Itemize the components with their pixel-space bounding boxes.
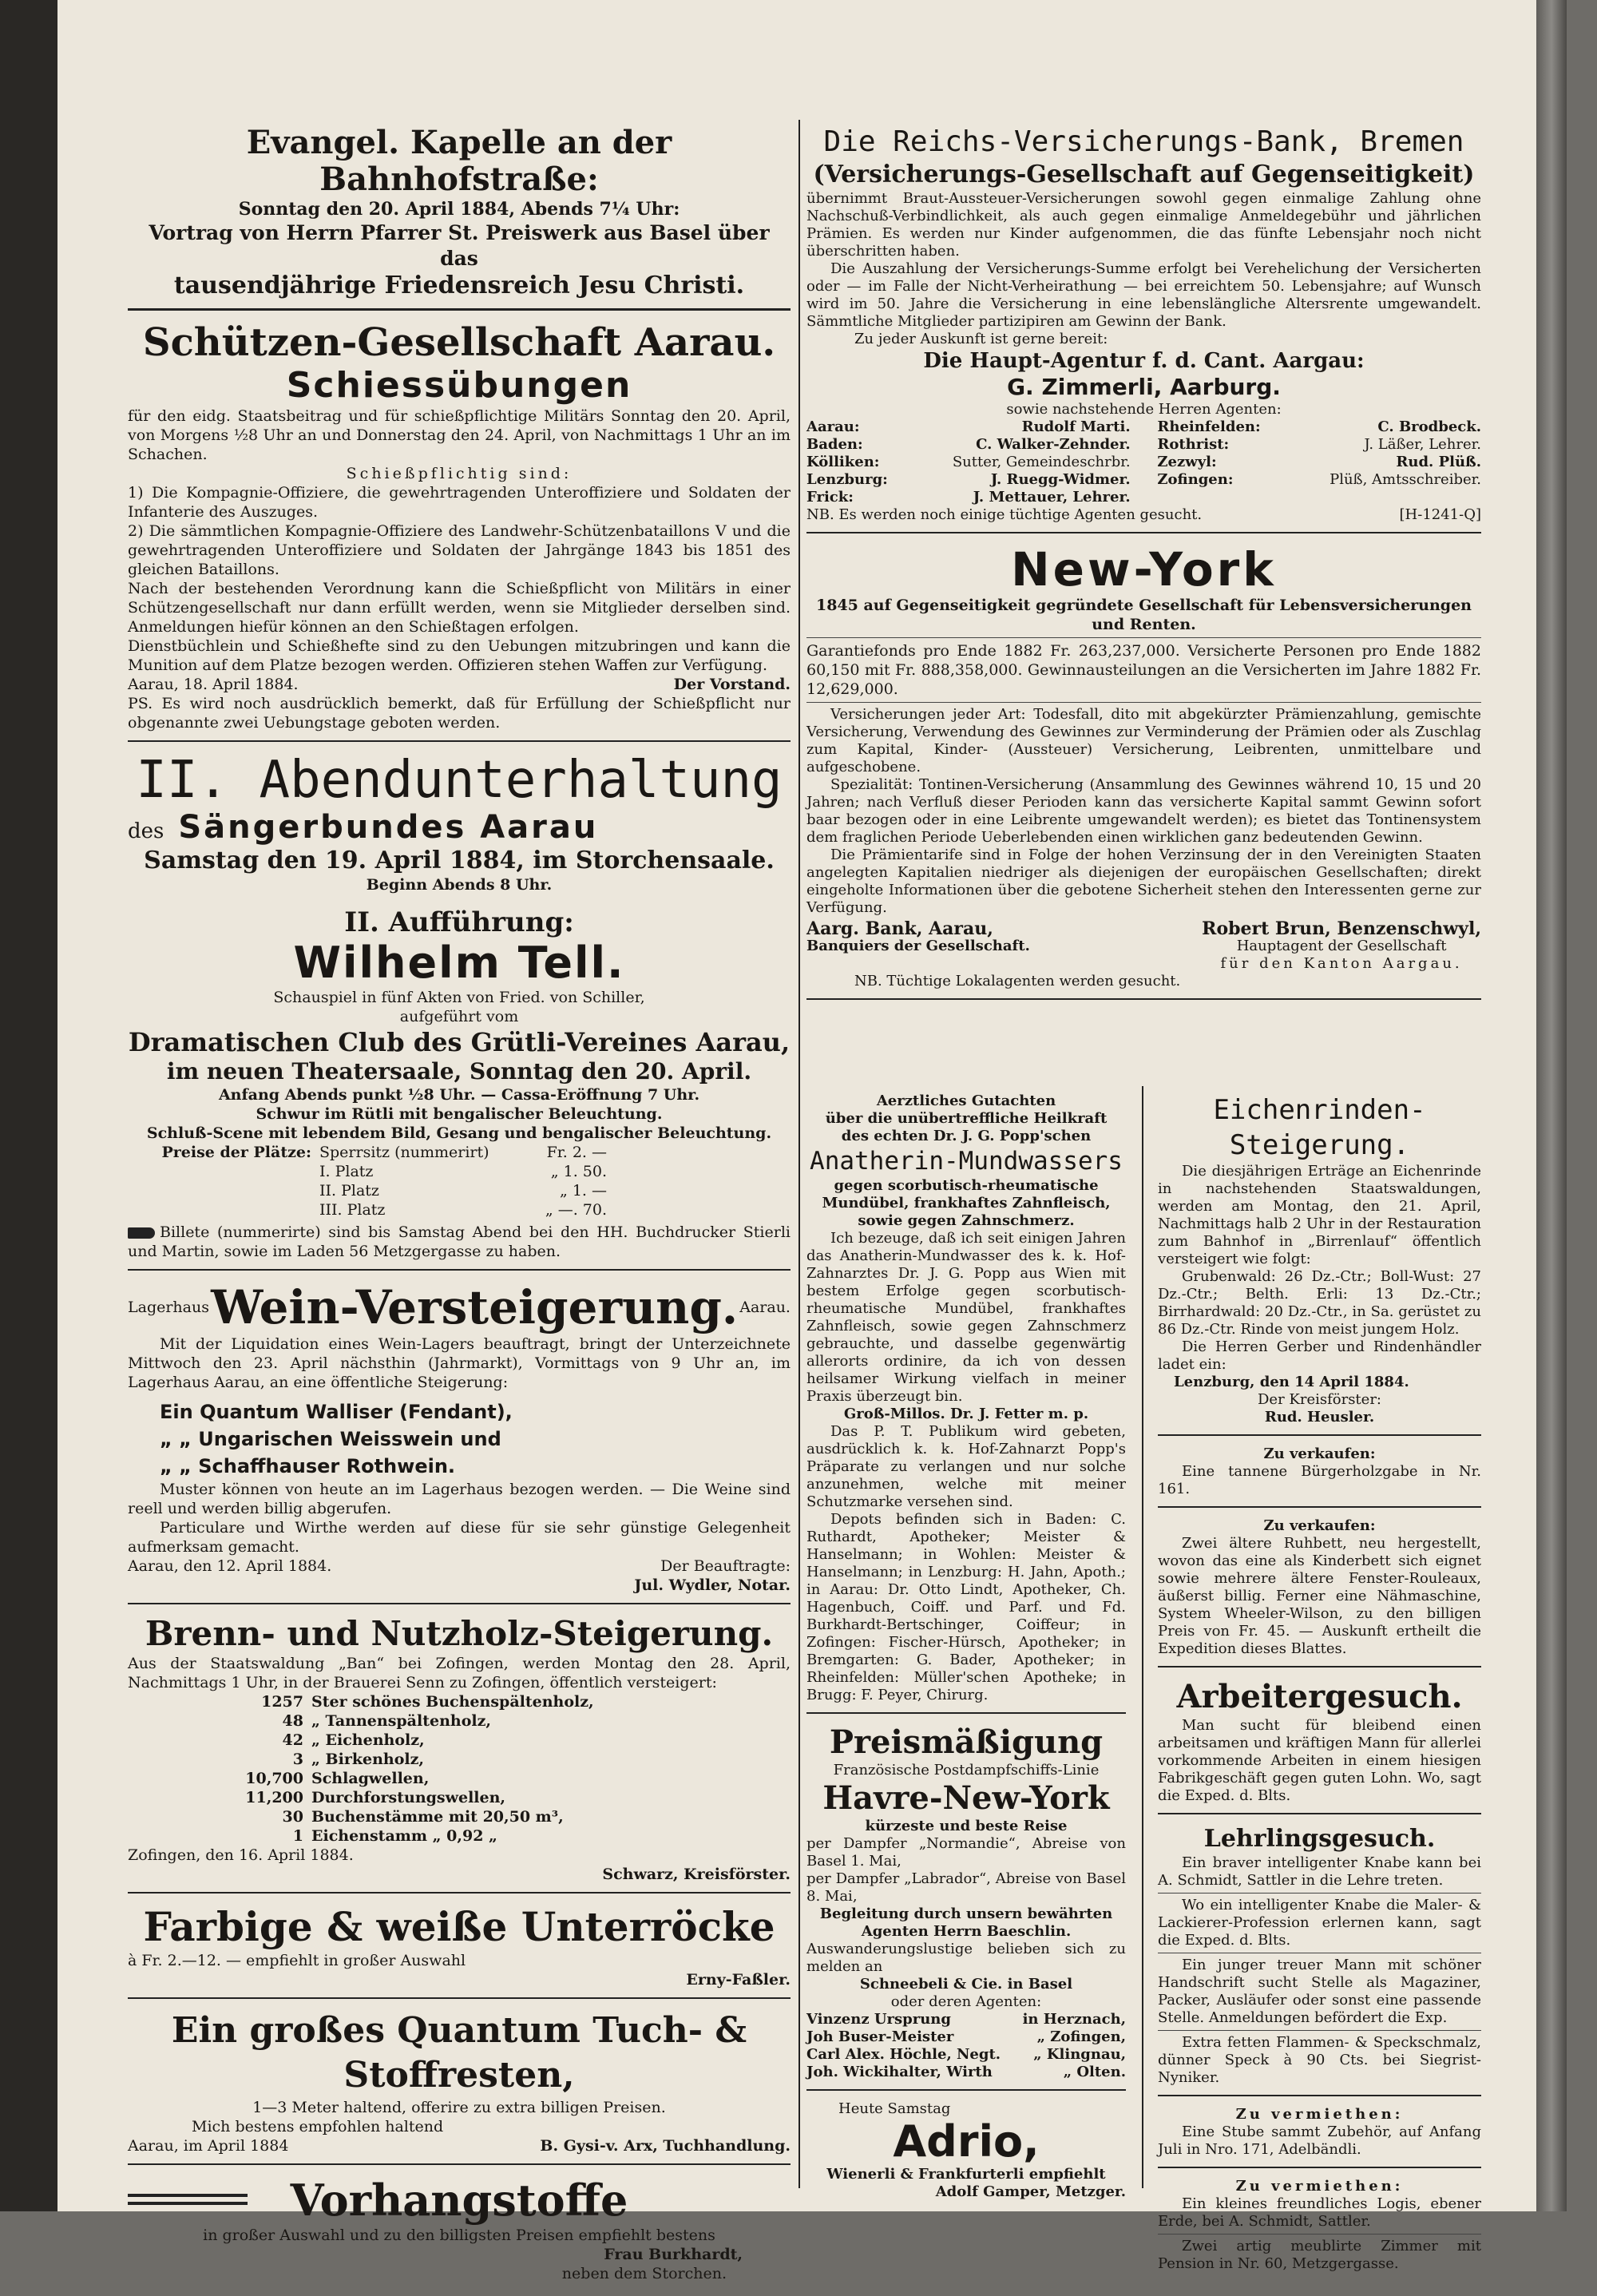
- eichen-text: Die diesjährigen Erträge an Eichenrinde in nachstehenden Staatswaldungen, werden am Montag, den 21. April, Nachmittags halb 2 Uhr in der Restauration zum Bahnhof in „Birrenlauf“ öffentlich versteigert wie folgt:: [1158, 1163, 1481, 1267]
- preis-r4: Begleitung durch unsern bewährten Agenten Herrn Baeschlin.: [819, 1905, 1113, 1940]
- anatherin-g2: über die unübertreffliche Heilkraft: [825, 1110, 1108, 1127]
- brenn-desc: Ster schönes Buchenspältenholz,: [311, 1693, 594, 1711]
- brenn-qty: 1: [292, 1827, 303, 1845]
- schuetzen-subtitle: Schiessübungen: [286, 365, 632, 406]
- agent-place: Zofingen:: [1157, 471, 1234, 488]
- brenn-desc: „ Eichenholz,: [311, 1731, 425, 1749]
- newyork-text1: Garantiefonds pro Ende 1882 Fr. 263,237,000. Versicherte Personen pro Ende 1882 60,150 mit Fr. 888,358,000. Gewinnausteilungen an die Versicherten im Jahre 1882 Fr. 12,629,000.: [806, 642, 1481, 698]
- eichen-title: Eichenrinden-Steigerung.: [1213, 1094, 1426, 1161]
- preis-agent-place: „ Olten.: [1063, 2064, 1126, 2080]
- preis-agent-place: in Herznach,: [1022, 2011, 1126, 2028]
- preis-route: Havre-New-York: [822, 1779, 1110, 1817]
- eichen-text3: Die Herren Gerber und Rindenhändler ladet ein:: [1158, 1338, 1481, 1373]
- ad-adrio: [806, 2096, 1126, 2209]
- reichs-sowie: sowie nachstehende Herren Agenten:: [1006, 401, 1282, 418]
- brenn-title: Brenn- und Nutzholz-Steigerung.: [145, 1614, 774, 1653]
- brenn-qty: 1257: [261, 1693, 303, 1711]
- brenn-desc: Eichenstamm „ 0,92 „: [311, 1827, 497, 1845]
- reichs-subtitle: (Versicherungs-Gesellschaft auf Gegenseitigkeit): [813, 161, 1475, 188]
- newyork-text3: Spezialität: Tontinen-Versicherung (Ansammlung des Gewinnes während 10, 15 und 20 Jahren; nach Verfluß dieser Perioden kann das versicherte Kapital sammt Gewinn sofort baar bezogen oder in eine Leibrente umgewandelt werden); es bietet das Tontinensystem dem fraglichen Periode Ueberlebenden einen wirklichen ganz bedeutenden Gewinn.: [806, 776, 1481, 846]
- tell-billete: Billete (nummerirte) sind bis Samstag Abend bei den HH. Buchdrucker Stierli und Martin, sowie im Laden 56 Metzgergasse zu haben.: [128, 1223, 791, 1260]
- vorhang-sub: neben dem Storchen.: [561, 2265, 727, 2282]
- agent-place: Rothrist:: [1157, 436, 1230, 453]
- anatherin-sign: Groß-Millos. Dr. J. Fetter m. p.: [843, 1406, 1089, 1422]
- agent-name: Rudolf Marti.: [1021, 418, 1131, 435]
- schuetzen-text2: Dienstbüchlein und Schießhefte sind zu den Uebungen mitzubringen und kann die Munition auf dem Platze bezogen werden. Offizieren stehen Waffen zur Verfügung.: [128, 637, 791, 674]
- wein-sign: Jul. Wydler, Notar.: [634, 1576, 791, 1594]
- newyork-bank2c: für den Kanton Aargau.: [1220, 955, 1463, 972]
- arbeiter-text: Man sucht für bleibend einen arbeitsamen und kräftigen Mann für allerlei vorkommende Arbeiten in einem hiesigen Fabrikgeschäft gegen guten Lohn. Wo, sagt die Exped. d. Blts.: [1158, 1717, 1481, 1804]
- reichs-agentur: Die Haupt-Agentur f. d. Cant. Aargau:: [923, 349, 1365, 373]
- column-divider-right: [1142, 1086, 1143, 2188]
- brenn-desc: Buchenstämme mit 20,50 m³,: [311, 1808, 564, 1826]
- left-column: [128, 120, 791, 2296]
- farbig-title: Farbige & weiße Unterröcke: [143, 1903, 775, 1950]
- eichen-date: Lenzburg, den 14 April 1884.: [1174, 1374, 1409, 1390]
- brenn-desc: Durchforstungswellen,: [311, 1789, 506, 1806]
- agent-place: Baden:: [806, 436, 863, 453]
- price-place: I. Platz: [319, 1163, 374, 1180]
- verm2-text2: Zwei artig meublirte Zimmer mit Pension in Nr. 60, Metzgergasse.: [1158, 2238, 1481, 2272]
- schuetzen-title: Schützen-Gesellschaft Aarau.: [142, 320, 776, 365]
- anatherin-depots: Depots befinden sich in Baden: C. Ruthardt, Apotheker; Meister & Hanselmann; in Wohlen: Meister & Hanselmann; in Lenzburg: H. Jahn, Apoth.; in Aarau: Dr. Otto Lindt, Apotheker, Ch. Hagenbuch, Coiff. und Parf. und Fd. Burkhardt-Bertschinger, Coiffeur; in Zofingen: Fischer-Hürsch, Apotheker; in Bremgarten: G. Bader, Apotheker; in Rheinfelden: Müller'schen Apotheke; in Brugg: F. Peyer, Chirurg.: [806, 1511, 1126, 1703]
- ad-arbeitergesuch: [1158, 1672, 1481, 1814]
- kapelle-date: Sonntag den 20. April 1884, Abends 7¼ Uhr:: [238, 199, 680, 220]
- adrio-sign: Adolf Gamper, Metzger.: [935, 2183, 1126, 2200]
- preis-title: Preismäßigung: [829, 1723, 1104, 1761]
- schuetzen-pflicht: Schießpflichtig sind:: [346, 465, 573, 482]
- anatherin-g3: des echten Dr. J. G. Popp'schen: [841, 1128, 1092, 1144]
- ad-verkaufen-2: [1158, 1513, 1481, 1667]
- agent-name: Sutter, Gemeindeschrbr.: [952, 454, 1131, 470]
- arbeiter-title: Arbeitergesuch.: [1176, 1678, 1463, 1715]
- newyork-title: New-York: [1011, 542, 1277, 597]
- agent-name: J. Mettauer, Lehrer.: [973, 489, 1131, 506]
- pointing-hand-icon: [128, 1227, 155, 1239]
- ad-vermiethen-1: [1158, 2101, 1481, 2168]
- agent-place: Zezwyl:: [1157, 454, 1217, 470]
- tell-club: Dramatischen Club des Grütli-Vereines Aarau,: [128, 1027, 791, 1057]
- abend-title: II. Abendunterhaltung: [136, 751, 783, 810]
- verm2-text: Ein kleines freundliches Logis, ebener Erde, bei A. Schmidt, Sattler.: [1158, 2195, 1481, 2230]
- wein-item: Ein Quantum Walliser (Fendant),: [160, 1401, 513, 1423]
- ad-verkaufen-1: [1158, 1441, 1481, 1508]
- brenn-date: Zofingen, den 16. April 1884.: [128, 1846, 354, 1864]
- brenn-text: Aus der Staatswaldung „Ban“ bei Zofingen, werden Montag den 28. April, Nachmittags 1 Uhr, in der Brauerei Senn zu Zofingen, öffentlich versteigert:: [128, 1655, 791, 1691]
- price-value: „ 1. —: [559, 1182, 607, 1200]
- preis-r5: Auswanderungslustige belieben sich zu melden an: [806, 1941, 1126, 1975]
- reichs-text3: Zu jeder Auskunft ist gerne bereit:: [854, 331, 1108, 347]
- preis-oder: oder deren Agenten:: [890, 1993, 1042, 2010]
- wein-text: Mit der Liquidation eines Wein-Lagers beauftragt, bringt der Unterzeichnete Mittwoch den 23. April nächsthin (Jahrmarkt), Vormittags von 9 Uhr an, im Lagerhaus Aarau, an eine öffentliche Steigerung:: [128, 1335, 791, 1391]
- newyork-text2: Versicherungen jeder Art: Todesfall, dito mit abgekürzter Prämienzahlung, gemischte Versicherung, Verwendung des Gewinnes zur Verminderung der Prämien oder als Zuschlag zum Kapital, Kinder- (Aussteuer) Versicherung, Leibrenten, unmittelbare und aufgeschobene.: [806, 706, 1481, 775]
- ad-vorhang: [128, 2170, 791, 2291]
- anatherin-sub: gegen scorbutisch-rheumatische Mundübel, frankhaftes Zahnfleisch, sowie gegen Zahnschmerz.: [822, 1177, 1111, 1229]
- price-place: III. Platz: [319, 1201, 386, 1219]
- brenn-qty: 48: [282, 1712, 303, 1730]
- preis-firm: Schneebeli & Cie. in Basel: [859, 1976, 1073, 1993]
- agent-name: C. Brodbeck.: [1377, 418, 1481, 435]
- ad-eichenrinden: [1158, 1088, 1481, 1436]
- eichen-kreis: Der Kreisförster:: [1257, 1391, 1381, 1408]
- reichs-nb: NB. Es werden noch einige tüchtige Agenten gesucht.: [806, 506, 1203, 523]
- ad-reichs-versicherung: [806, 120, 1481, 533]
- agent-name: C. Walker-Zehnder.: [976, 436, 1131, 453]
- wein-beauf: Der Beauftragte:: [660, 1557, 791, 1575]
- divider: [1158, 1893, 1481, 1894]
- reichs-name: G. Zimmerli, Aarburg.: [1007, 374, 1281, 400]
- ad-kapelle: [128, 120, 791, 311]
- price-place: Sperrsitz (nummerirt): [319, 1144, 489, 1161]
- anatherin-text: Ich bezeuge, daß ich seit einigen Jahren das Anatherin-Mundwasser des k. k. Hof-Zahnarztes Dr. J. G. Popp aus Wien mit bestem Erfolge gegen scorbutisch-rheumatische Mundübel, frankhaftes Zahnfleisch, sowie gegen Zahnschmerz gebrauchte, und dasselbe gegenwärtig allerorts ordinire, da ich von dessen heilsamer Wirkung vielfach in meiner Praxis überzeugt bin.: [806, 1230, 1126, 1405]
- anatherin-title: Anatherin-Mundwassers: [810, 1147, 1123, 1176]
- verk2-text: Zwei ältere Ruhbett, neu hergestellt, wovon das eine als Kinderbett sich eignet sowie mehrere ältere Fenster-Rouleaux, äußerst billig. Ferner eine Nähmaschine, System Wheeler-Wilson, zu den billigen Preis von Fr. 45. — Auskunft ertheilt die Expedition dieses Blattes.: [1158, 1535, 1481, 1657]
- tuch-title: Ein großes Quantum Tuch- & Stoffresten,: [171, 2010, 747, 2096]
- abend-verein: Sängerbundes Aarau: [178, 809, 599, 846]
- verk1-title: Zu verkaufen:: [1263, 1445, 1376, 1462]
- vorhang-sign: Frau Burkhardt,: [604, 2246, 743, 2263]
- brenn-qty: 30: [282, 1808, 303, 1826]
- brenn-qty: 42: [282, 1731, 303, 1749]
- lehrling-text3: Ein junger treuer Mann mit schöner Handschrift sucht Stelle als Magaziner, Packer, Ausläufer oder sonst eine passende Stelle. Anmeldungen befördert die Exp.: [1158, 1957, 1481, 2026]
- preis-agent-name: Joh. Wickihalter, Wirth: [806, 2064, 993, 2080]
- agent-place: Aarau:: [806, 418, 860, 435]
- tell-title: Wilhelm Tell.: [293, 938, 625, 988]
- tell-schluss: Schluß-Scene mit lebendem Bild, Gesang und bengalischer Beleuchtung.: [146, 1124, 772, 1142]
- lehrling-text2: Wo ein intelligenter Knabe die Maler- & Lackierer-Profession erlernen kann, sagt die Exped. d. Blts.: [1158, 1897, 1481, 1949]
- preis-r3: per Dampfer „Labrador“, Abreise von Basel 8. Mai,: [806, 1870, 1126, 1905]
- schuetzen-p1: 1) Die Kompagnie-Offiziere, die gewehrtragenden Unteroffiziere und Soldaten der Infanterie des Auszuges.: [128, 484, 791, 521]
- tell-aufg: aufgeführt vom: [399, 1008, 519, 1025]
- vorhang-title: Vorhangstoffe: [290, 2175, 628, 2226]
- price-value: Fr. 2. —: [546, 1144, 607, 1161]
- wein-date: Aarau, den 12. April 1884.: [128, 1557, 332, 1575]
- brenn-qty: 11,200: [245, 1789, 303, 1806]
- scan-left-border: [0, 0, 57, 2211]
- divider: [806, 702, 1481, 703]
- ad-vermiethen-2: [1158, 2173, 1481, 2281]
- divider: [806, 637, 1481, 638]
- newyork-bank2b: Hauptagent der Gesellschaft: [1236, 938, 1447, 954]
- schuetzen-ps: PS. Es wird noch ausdrücklich bemerkt, daß für Erfüllung der Schießpflicht nur obgenannte zwei Uebungstage geboten werden.: [128, 695, 791, 732]
- schuetzen-text1: Nach der bestehenden Verordnung kann die Schießpflicht von Militärs in einer Schützengesellschaft nur dann erfüllt werden, wenn sie Mitglieder derselben sind. Anmeldungen hiefür können an den Schießtagen erfolgen.: [128, 580, 791, 636]
- tell-schwur: Schwur im Rütli mit bengalischer Beleuchtung.: [256, 1105, 663, 1123]
- newyork-bank1: Aarg. Bank, Aarau,: [806, 918, 993, 939]
- preis-agent-place: „ Zofingen,: [1036, 2028, 1126, 2045]
- verk1-text: Eine tannene Bürgerholzgabe in Nr. 161.: [1158, 1463, 1481, 1497]
- verm1-text: Eine Stube sammt Zubehör, auf Anfang Juli in Nro. 171, Adelbändli.: [1158, 2124, 1481, 2158]
- tuch-date: Aarau, im April 1884: [128, 2137, 289, 2155]
- vorhang-line: in großer Auswahl und zu den billigsten Preisen empfiehlt bestens: [203, 2227, 715, 2244]
- right-column: [806, 120, 1481, 1005]
- anatherin-g1: Aerztliches Gutachten: [876, 1092, 1056, 1109]
- anatherin-text2: Das P. T. Publikum wird gebeten, ausdrücklich k. k. Hof-Zahnarzt Popp's Präparate zu verlangen und nur solche anzunehmen, welche mit meiner Schutzmarke versehen sind.: [806, 1423, 1126, 1510]
- tuch-line1: 1—3 Meter haltend, offerire zu extra billigen Preisen.: [252, 2099, 666, 2116]
- agent-name: Plüß, Amtsschreiber.: [1330, 471, 1481, 488]
- schuetzen-date: Aarau, 18. April 1884.: [128, 676, 299, 693]
- reichs-text2: Die Auszahlung der Versicherungs-Summe erfolgt bei Verehelichung der Versicherten oder — im Falle der Nicht-Verheirathung — bei erreichtem 50. Lebensjahre; auf Wunsch wird im 50. Jahre die Versicherung in eine lebenslängliche Altersrente umgewandelt. Sämmtliche Mitglieder partizipiren am Gewinn der Bank.: [806, 260, 1481, 330]
- ad-tuch: [128, 2004, 791, 2165]
- newyork-sub2: und Renten.: [1092, 616, 1196, 633]
- verm1-title: Zu vermiethen:: [1235, 2106, 1404, 2123]
- scan-right-edge: [1536, 0, 1567, 2211]
- wein-muster: Muster können von heute an im Lagerhaus bezogen werden. — Die Weine sind reell und werden billig abgerufen.: [128, 1481, 791, 1517]
- tell-theater: im neuen Theatersaale, Sonntag den 20. April.: [166, 1058, 752, 1085]
- tell-auff: II. Aufführung:: [344, 906, 574, 938]
- preis-sub: Französische Postdampfschiffs-Linie: [833, 1762, 1100, 1779]
- divider: [1158, 2030, 1481, 2031]
- kapelle-line2: tausendjährige Friedensreich Jesu Christi.: [173, 272, 745, 299]
- preis-agent-name: Carl Alex. Höchle, Negt.: [806, 2046, 1001, 2063]
- agent-name: Rud. Plüß.: [1396, 454, 1481, 470]
- agent-place: Rheinfelden:: [1157, 418, 1261, 435]
- ad-unterroecke: [128, 1898, 791, 1999]
- wein-item: „ „ Schaffhauser Rothwein.: [160, 1455, 456, 1477]
- wein-right: Aarau.: [739, 1299, 791, 1316]
- abend-beginn: Beginn Abends 8 Uhr.: [366, 876, 553, 894]
- wein-title: Wein-Versteigerung.: [211, 1280, 739, 1334]
- price-place: II. Platz: [319, 1182, 379, 1200]
- reichs-ref: [H-1241-Q]: [1399, 506, 1481, 523]
- preis-agent-name: Vinzenz Ursprung: [806, 2011, 951, 2028]
- eichen-sign: Rud. Heusler.: [1264, 1409, 1375, 1426]
- eichen-text2: Grubenwald: 26 Dz.-Ctr.; Boll-Wust: 27 Dz.-Ctr.; Belth. Erli: 13 Dz.-Ctr.; Birrhardwald: 20 Dz.-Ctr., in Sa. gerüstet zu 86 Dz.-Ctr. Rinde von meist jungem Holz.: [1158, 1268, 1481, 1338]
- ad-preismaessigung: [806, 1719, 1126, 2091]
- brenn-qty: 10,700: [245, 1770, 303, 1787]
- ad-anatherin: [806, 1088, 1126, 1714]
- brenn-qty: 3: [292, 1751, 303, 1768]
- verk2-title: Zu verkaufen:: [1263, 1517, 1376, 1534]
- ad-new-york: [806, 538, 1481, 1000]
- tuch-line2: Mich bestens empfohlen haltend: [192, 2118, 444, 2135]
- newyork-sub1: 1845 auf Gegenseitigkeit gegründete Gesellschaft für Lebensversicherungen: [816, 597, 1472, 614]
- brenn-sign: Schwarz, Kreisförster.: [602, 1866, 791, 1883]
- wein-item: „ „ Ungarischen Weisswein und: [160, 1428, 501, 1450]
- wein-part: Particulare und Wirthe werden auf diese für sie sehr günstige Gelegenheit aufmerksam gemacht.: [128, 1519, 791, 1556]
- adrio-title: Adrio,: [893, 2116, 1040, 2167]
- kapelle-title: Evangel. Kapelle an der Bahnhofstraße:: [246, 124, 672, 198]
- farbig-sign: Erny-Faßler.: [686, 1971, 791, 1989]
- tell-preise-label: Preise der Plätze:: [161, 1144, 311, 1161]
- verm2-title: Zu vermiethen:: [1235, 2178, 1404, 2195]
- ad-wein: [128, 1275, 791, 1604]
- ad-lehrlingsgesuch: [1158, 1819, 1481, 2096]
- ad-schuetzen: [128, 315, 791, 742]
- brenn-desc: „ Tannenspältenholz,: [311, 1712, 492, 1730]
- reichs-title: Die Reichs-Versicherungs-Bank, Bremen: [823, 125, 1464, 158]
- right-subcolumn-2: [1158, 1088, 1481, 2286]
- brenn-desc: „ Birkenholz,: [311, 1751, 425, 1768]
- price-value: „ —. 70.: [545, 1201, 607, 1219]
- decorative-rule: [128, 2194, 248, 2205]
- agent-place: Frick:: [806, 489, 854, 506]
- adrio-heute: Heute Samstag: [838, 2100, 951, 2117]
- tell-anfang: Anfang Abends punkt ½8 Uhr. — Cassa-Eröffnung 7 Uhr.: [218, 1086, 700, 1104]
- schuetzen-p2: 2) Die sämmtlichen Kompagnie-Offiziere des Landwehr-Schützenbataillons V und die gewehrtragenden Unteroffiziere und Soldaten der Jahrgänge 1843 bis 1851 des gleichen Bataillons.: [128, 522, 791, 578]
- ad-abendunterhaltung: [128, 747, 791, 902]
- reichs-text1: übernimmt Braut-Aussteuer-Versicherungen sowohl gegen einmalige Zahlung ohne Nachschuß-Verbindlichkeit, als auch gegen einmalige Anmeldegebühr und jährlichen Prämien. Es werden nur Kinder aufgenommen, die das fünfte Lebensjahr noch nicht überschritten haben.: [806, 190, 1481, 260]
- preis-agent-place: „ Klingnau,: [1033, 2046, 1126, 2063]
- adrio-line: Wienerli & Frankfurterli empfiehlt: [826, 2166, 1106, 2183]
- lehrling-title: Lehrlingsgesuch.: [1203, 1825, 1436, 1853]
- ad-brennholz: [128, 1609, 791, 1894]
- abend-des: des: [128, 819, 164, 843]
- tuch-sign: B. Gysi-v. Arx, Tuchhandlung.: [540, 2137, 791, 2155]
- schuetzen-sign: Der Vorstand.: [673, 676, 791, 693]
- newyork-bank1b: Banquiers der Gesellschaft.: [806, 938, 1030, 954]
- right-subcolumn-1: [806, 1088, 1126, 2214]
- tell-schau: Schauspiel in fünf Akten von Fried. von Schiller,: [273, 989, 645, 1006]
- lehrling-text4: Extra fetten Flammen- & Speckschmalz, dünner Speck à 90 Cts. bei Siegrist-Nyniker.: [1158, 2034, 1481, 2086]
- lehrling-text1: Ein braver intelligenter Knabe kann bei A. Schmidt, Sattler in die Lehre treten.: [1158, 1854, 1481, 1889]
- wein-left: Lagerhaus: [128, 1299, 209, 1316]
- newyork-bank2: Robert Brun, Benzenschwyl,: [1202, 918, 1481, 939]
- agent-name: J. Läßer, Lehrer.: [1364, 436, 1481, 453]
- brenn-desc: Schlagwellen,: [311, 1770, 430, 1787]
- divider: [1158, 2234, 1481, 2235]
- ad-wilhelm-tell: [128, 902, 791, 1271]
- newyork-nb: NB. Tüchtige Lokalagenten werden gesucht.: [854, 973, 1181, 989]
- preis-r1: kürzeste und beste Reise: [865, 1818, 1068, 1834]
- newyork-text4: Die Prämientarife sind in Folge der hohen Verzinsung der in den Vereinigten Staaten angelegten Kapitalien niedriger als diejenigen der europäischen Gesellschaften; direkt eingeholte Informationen über die gebotene Sicherheit stehen den Interessenten gerne zur Verfügung.: [806, 847, 1481, 916]
- price-value: „ 1. 50.: [550, 1163, 607, 1180]
- agent-place: Lenzburg:: [806, 471, 888, 488]
- agent-name: J. Ruegg-Widmer.: [990, 471, 1131, 488]
- kapelle-line1: Vortrag von Herrn Pfarrer St. Preiswerk aus Basel über das: [149, 221, 770, 270]
- schuetzen-intro: für den eidg. Staatsbeitrag und für schießpflichtige Militärs Sonntag den 20. April, von Morgens ½8 Uhr an und Donnerstag den 24. April, von Nachmittags 1 Uhr an im Schachen.: [128, 407, 791, 463]
- column-divider: [798, 120, 800, 2188]
- farbig-line: à Fr. 2.—12. — empfiehlt in großer Auswahl: [128, 1952, 466, 1969]
- preis-r2: per Dampfer „Normandie“, Abreise von Basel 1. Mai,: [806, 1835, 1126, 1870]
- abend-date: Samstag den 19. April 1884, im Storchensaale.: [144, 847, 775, 874]
- preis-agent-name: Joh Buser-Meister: [806, 2028, 954, 2045]
- agent-place: Kölliken:: [806, 454, 880, 470]
